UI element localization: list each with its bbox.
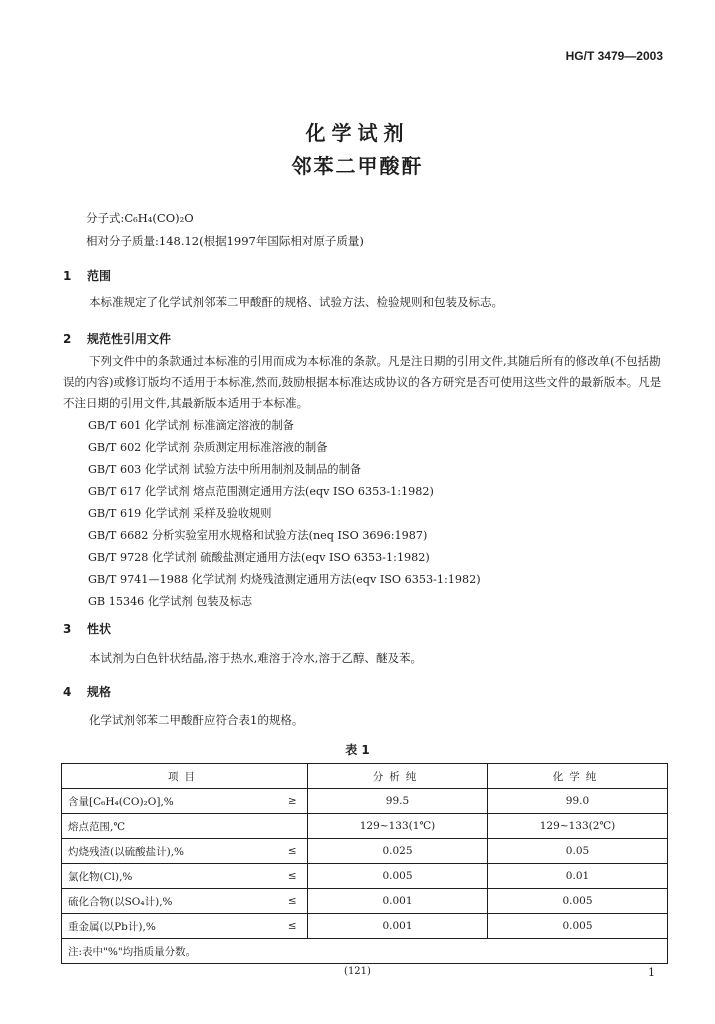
row-item: 灼烧残渣(以硫酸盐计),%	[62, 839, 278, 864]
section-2-heading	[63, 330, 171, 347]
row-symbol: ≤	[278, 839, 308, 864]
row-cp-value: 0.01	[488, 864, 668, 889]
table-row	[62, 864, 668, 889]
molecular-formula: 分子式:C₆H₄(CO)₂O	[86, 211, 194, 225]
reference-item: GB/T 6682 分析实验室用水规格和试验方法(neq ISO 3696:1987)	[88, 529, 428, 542]
row-ar-value: 129~133(1℃)	[308, 814, 488, 839]
section-title: 规范性引用文件	[87, 332, 172, 346]
reference-item: GB/T 602 化学试剂 杂质测定用标准溶液的制备	[88, 441, 328, 454]
row-symbol: ≤	[278, 889, 308, 914]
header-item: 项目	[62, 764, 308, 789]
section-number: 4	[63, 685, 72, 699]
row-symbol: ≤	[278, 914, 308, 939]
row-ar-value: 0.001	[308, 889, 488, 914]
section-number: 2	[63, 332, 72, 346]
section-title: 范围	[87, 269, 112, 283]
section-1-text: 本标准规定了化学试剂邻苯二甲酸酐的规格、试验方法、检验规则和包装及标志。	[89, 295, 503, 309]
section-3-heading	[63, 620, 111, 637]
row-item: 重金属(以Pb计),%	[62, 914, 278, 939]
section-4-text: 化学试剂邻苯二甲酸酐应符合表1的规格。	[89, 713, 304, 727]
row-symbol	[278, 814, 308, 839]
section-2-text: 下列文件中的条款通过本标准的引用而成为本标准的条款。凡是注日期的引用文件,其随后所有的修改单(不包括勘误的内容)或修订版均不适用于本标准,然而,鼓励根据本标准达成协议的各方研究是否可使用这些文件的最新版本。凡是不注日期的引用文件,其最新版本适用于本标准。	[63, 354, 662, 410]
section-title: 规格	[87, 685, 112, 699]
molecular-mass: 相对分子质量:148.12(根据1997年国际相对原子质量)	[86, 234, 364, 248]
reference-item: GB/T 601 化学试剂 标准滴定溶液的制备	[88, 419, 294, 432]
table-caption: 表 1	[345, 743, 370, 757]
row-item: 含量[C₆H₄(CO)₂O],%	[62, 789, 278, 814]
spec-table	[61, 763, 668, 964]
table-row	[62, 789, 668, 814]
row-ar-value: 99.5	[308, 789, 488, 814]
section-title: 性状	[87, 622, 112, 636]
table-row	[62, 889, 668, 914]
row-cp-value: 0.005	[488, 914, 668, 939]
title-line1: 化学试剂	[305, 121, 410, 145]
row-cp-value: 0.05	[488, 839, 668, 864]
standard-code: HG/T 3479—2003	[565, 49, 663, 63]
table-note: 注:表中"%"均指质量分数。	[62, 939, 668, 964]
reference-item: GB/T 619 化学试剂 采样及验收规则	[88, 507, 272, 520]
row-symbol: ≤	[278, 864, 308, 889]
table-header-row	[62, 764, 668, 789]
table-note-row	[62, 939, 668, 964]
header-chemical-grade: 化学纯	[488, 764, 668, 789]
title-line2: 邻苯二甲酸酐	[291, 154, 424, 178]
reference-list	[88, 415, 481, 613]
reference-item: GB/T 9741—1988 化学试剂 灼烧残渣测定通用方法(eqv ISO 6353-1:1982)	[88, 573, 481, 586]
row-item: 硫化合物(以SO₄计),%	[62, 889, 278, 914]
row-symbol: ≥	[278, 789, 308, 814]
header-analytical-grade: 分析纯	[308, 764, 488, 789]
row-cp-value: 129~133(2℃)	[488, 814, 668, 839]
reference-item: GB/T 603 化学试剂 试验方法中所用制剂及制品的制备	[88, 463, 361, 476]
row-ar-value: 0.001	[308, 914, 488, 939]
row-item: 熔点范围,℃	[62, 814, 278, 839]
reference-item: GB 15346 化学试剂 包装及标志	[88, 595, 253, 608]
reference-item: GB/T 617 化学试剂 熔点范围测定通用方法(eqv ISO 6353-1:1982)	[88, 485, 434, 498]
section-1-heading	[63, 267, 111, 284]
table-row	[62, 839, 668, 864]
row-cp-value: 99.0	[488, 789, 668, 814]
section-4-heading	[63, 683, 111, 700]
table-row	[62, 914, 668, 939]
table-row	[62, 814, 668, 839]
page-number-center: (121)	[344, 966, 371, 977]
row-ar-value: 0.005	[308, 864, 488, 889]
row-item: 氯化物(Cl),%	[62, 864, 278, 889]
section-number: 1	[63, 269, 72, 283]
row-ar-value: 0.025	[308, 839, 488, 864]
page-number-right: 1	[648, 966, 655, 979]
section-3-text: 本试剂为白色针状结晶,溶于热水,难溶于冷水,溶于乙醇、醚及苯。	[89, 651, 422, 665]
section-number: 3	[63, 622, 72, 636]
row-cp-value: 0.005	[488, 889, 668, 914]
reference-item: GB/T 9728 化学试剂 硫酸盐测定通用方法(eqv ISO 6353-1:1982)	[88, 551, 430, 564]
